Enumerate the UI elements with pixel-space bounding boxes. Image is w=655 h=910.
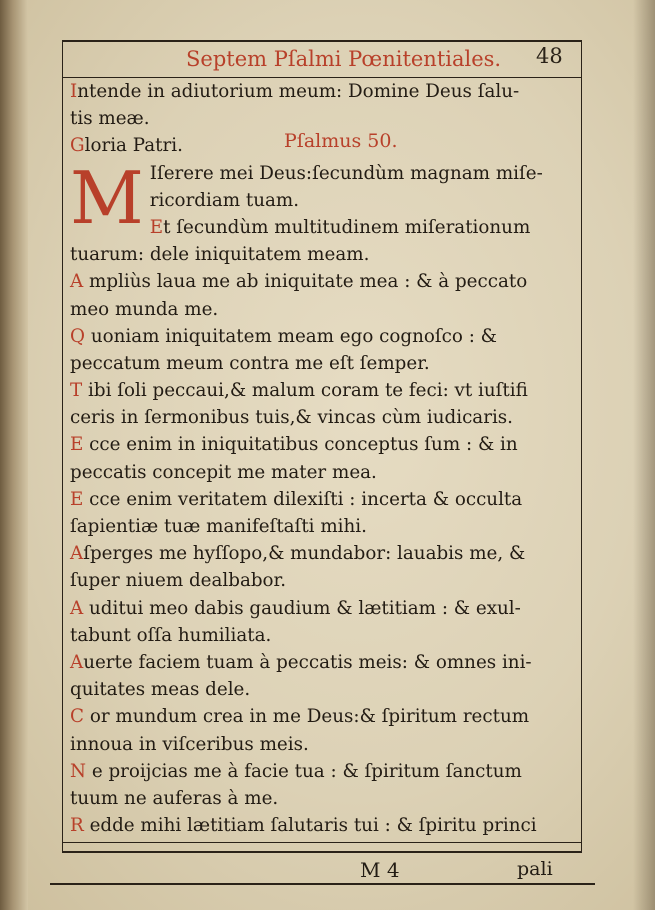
verse-text: uoniam iniquitatem meam ego cognoſco : & (90, 325, 497, 347)
footer-rule (50, 883, 595, 885)
running-head: Septem Pſalmi Pœnitentiales. (186, 47, 502, 71)
verse-text: meo munda me. (70, 298, 219, 320)
catchword: pali (517, 858, 553, 880)
text-line (70, 595, 570, 622)
verse-text: ntende in adiutorium meum: Domine Deus ſalu- (77, 81, 520, 102)
verse-text: cce enim in iniquitatibus conceptus ſum : & in (89, 434, 518, 456)
bottom-rule-outer (62, 851, 582, 853)
book-gutter (0, 0, 28, 910)
text-line (70, 676, 570, 703)
rubric-initial: E (149, 216, 164, 238)
verse-text: ceris in ſermonibus tuis,& vincas cùm iudicaris. (70, 407, 513, 429)
text-line (70, 785, 570, 812)
rubric-initial: E (70, 488, 84, 510)
text-line (70, 513, 570, 540)
verse-text: mpliùs laua me ab iniquitate mea : & à peccato (89, 271, 528, 293)
text-line (70, 132, 570, 159)
left-rule (62, 40, 63, 852)
verse-text: t ſecundùm multitudinem miſerationum (163, 216, 531, 238)
drop-cap: M (70, 155, 144, 240)
text-line (70, 812, 570, 839)
rubric-initial: A (70, 651, 84, 673)
text-line (70, 214, 570, 241)
verse-text: uditui meo dabis gaudium & lætitiam : & exul- (89, 597, 521, 619)
rubric-initial: R (70, 815, 84, 837)
miserere-opening (70, 155, 570, 242)
text-line (70, 567, 570, 594)
rubric-initial: N (70, 760, 86, 782)
text-line (70, 431, 570, 458)
rubric-initial: E (70, 434, 84, 456)
page-number: 48 (536, 44, 563, 68)
right-rule (581, 40, 582, 852)
page-edge-shadow (633, 0, 655, 910)
text-line (70, 459, 570, 486)
rubric-initial: T (70, 380, 83, 402)
verse-text: peccatum meum contra me eſt ſemper. (70, 352, 430, 374)
text-line (70, 350, 570, 377)
verse-text: tabunt oſſa humiliata. (70, 624, 272, 646)
text-line (70, 703, 570, 730)
top-rule (62, 40, 582, 42)
text-line (70, 323, 570, 350)
verse-text: ſapientiæ tuæ manifeſtaſti mihi. (70, 516, 367, 537)
verse-text: tis meæ. (70, 108, 150, 130)
psalm-heading: Pſalmus 50. (284, 130, 398, 152)
verse-text: Iſerere mei Deus:ſecundùm magnam miſe- (149, 162, 543, 184)
text-line (70, 268, 570, 295)
rubric-initial: C (70, 706, 84, 728)
verse-text: ibi ſoli peccaui,& malum coram te feci: vt iuſtifi (88, 380, 528, 402)
rubric-initial: Q (70, 325, 85, 347)
text-line (70, 187, 570, 214)
text-line (70, 241, 570, 268)
rubric-initial: A (70, 543, 84, 565)
text-line (70, 486, 570, 513)
text-line (70, 78, 570, 105)
text-line (70, 404, 570, 431)
text-line (70, 377, 570, 404)
rubric-initial: G (70, 135, 85, 157)
verse-text: cce enim veritatem dilexiſti : incerta & occulta (89, 488, 523, 510)
signature-mark: M 4 (360, 858, 400, 882)
verse-text: tuarum: dele iniquitatem meam. (70, 244, 370, 266)
verse-text: e proijcias me à facie tua : & ſpiritum ſanctum (91, 760, 522, 782)
text-line (70, 105, 570, 132)
bottom-rule-inner (62, 842, 582, 843)
verse-text: innoua in viſceribus meis. (70, 733, 309, 755)
text-line (70, 160, 570, 187)
text-line (70, 649, 570, 676)
verse-text: peccatis concepit me mater mea. (70, 461, 377, 483)
verse-text: ſperges me hyſſopo,& mundabor: lauabis me, & (83, 543, 526, 565)
text-line (70, 731, 570, 758)
rubric-initial: A (70, 271, 84, 293)
verse-text: edde mihi lætitiam ſalutaris tui : & ſpiritu princi (89, 815, 537, 837)
verse-text: tuum ne auferas à me. (70, 787, 279, 809)
body-text (70, 78, 570, 839)
text-line (70, 758, 570, 785)
verse-text: ſuper niuem dealbabor. (70, 570, 287, 592)
text-line (70, 540, 570, 567)
verse-text: or mundum crea in me Deus:& ſpiritum rectum (89, 706, 530, 728)
verse-text: ricordiam tuam. (149, 189, 300, 211)
rubric-initial: A (70, 597, 84, 619)
text-line (70, 296, 570, 323)
verse-text: uerte faciem tuam à peccatis meis: & omnes ini- (83, 651, 532, 673)
rubric-initial: I (70, 81, 78, 102)
verse-text: loria Patri. (84, 135, 183, 157)
verse-text: quitates meas dele. (70, 679, 251, 701)
text-line (70, 622, 570, 649)
